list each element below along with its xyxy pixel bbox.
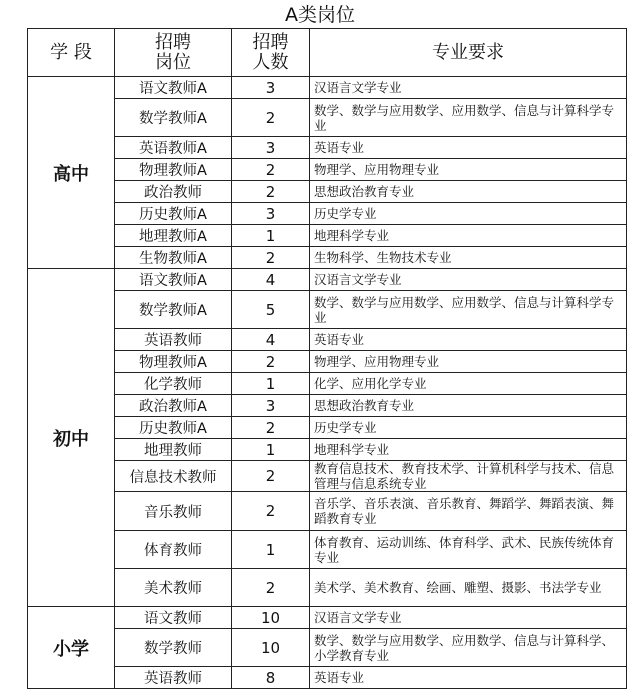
count-cell: 3 bbox=[232, 137, 310, 159]
table-row bbox=[28, 351, 627, 373]
post-cell: 音乐教师 bbox=[115, 492, 232, 531]
post-cell: 信息技术教师 bbox=[115, 461, 232, 492]
stage-cell: 小学 bbox=[28, 607, 115, 689]
header-count: 招聘 人数 bbox=[232, 29, 310, 77]
post-cell: 政治教师 bbox=[115, 181, 232, 203]
table-row bbox=[28, 247, 627, 269]
table-row bbox=[28, 329, 627, 351]
count-cell: 2 bbox=[232, 569, 310, 607]
table-row bbox=[28, 531, 627, 569]
requirement-cell: 教育信息技术、教育技术学、计算机科学与技术、信息管理与信息系统专业 bbox=[310, 461, 627, 492]
table-row bbox=[28, 439, 627, 461]
count-cell: 10 bbox=[232, 629, 310, 667]
count-cell: 2 bbox=[232, 417, 310, 439]
count-cell: 2 bbox=[232, 351, 310, 373]
table-row bbox=[28, 291, 627, 329]
post-cell: 英语教师A bbox=[115, 137, 232, 159]
count-cell: 1 bbox=[232, 373, 310, 395]
post-cell: 英语教师 bbox=[115, 667, 232, 689]
post-cell: 英语教师 bbox=[115, 329, 232, 351]
table-row bbox=[28, 569, 627, 607]
requirement-cell: 英语专业 bbox=[310, 667, 627, 689]
header-requirement: 专业要求 bbox=[310, 29, 627, 77]
requirement-cell: 数学、数学与应用数学、应用数学、信息与计算科学专业 bbox=[310, 99, 627, 137]
post-cell: 语文教师 bbox=[115, 607, 232, 629]
count-cell: 2 bbox=[232, 492, 310, 531]
table-row bbox=[28, 203, 627, 225]
post-cell: 美术教师 bbox=[115, 569, 232, 607]
table-row bbox=[28, 417, 627, 439]
table-row bbox=[28, 225, 627, 247]
table-row bbox=[28, 99, 627, 137]
post-cell: 体育教师 bbox=[115, 531, 232, 569]
table-row bbox=[28, 492, 627, 531]
post-cell: 语文教师A bbox=[115, 269, 232, 291]
requirement-cell: 思想政治教育专业 bbox=[310, 395, 627, 417]
count-cell: 2 bbox=[232, 159, 310, 181]
requirement-cell: 历史学专业 bbox=[310, 417, 627, 439]
table-row bbox=[28, 181, 627, 203]
requirement-cell: 物理学、应用物理专业 bbox=[310, 159, 627, 181]
count-cell: 1 bbox=[232, 225, 310, 247]
requirement-cell: 汉语言文学专业 bbox=[310, 77, 627, 99]
requirement-cell: 物理学、应用物理专业 bbox=[310, 351, 627, 373]
requirement-cell: 英语专业 bbox=[310, 329, 627, 351]
count-cell: 4 bbox=[232, 329, 310, 351]
table-row bbox=[28, 373, 627, 395]
table-row bbox=[28, 77, 627, 99]
requirement-cell: 数学、数学与应用数学、应用数学、信息与计算科学专业 bbox=[310, 291, 627, 329]
post-cell: 化学教师 bbox=[115, 373, 232, 395]
requirement-cell: 历史学专业 bbox=[310, 203, 627, 225]
stage-cell: 高中 bbox=[28, 77, 115, 269]
header-row bbox=[28, 29, 627, 77]
count-cell: 1 bbox=[232, 439, 310, 461]
requirement-cell: 汉语言文学专业 bbox=[310, 269, 627, 291]
table-title: A类岗位 bbox=[285, 4, 355, 26]
count-cell: 3 bbox=[232, 77, 310, 99]
requirement-cell: 体育教育、运动训练、体育科学、武术、民族传统体育专业 bbox=[310, 531, 627, 569]
requirement-cell: 数学、数学与应用数学、应用数学、信息与计算科学、小学教育专业 bbox=[310, 629, 627, 667]
count-cell: 2 bbox=[232, 99, 310, 137]
count-cell: 2 bbox=[232, 461, 310, 492]
requirement-cell: 生物科学、生物技术专业 bbox=[310, 247, 627, 269]
count-cell: 3 bbox=[232, 203, 310, 225]
post-cell: 地理教师A bbox=[115, 225, 232, 247]
requirement-cell: 音乐学、音乐表演、音乐教育、舞蹈学、舞蹈表演、舞蹈教育专业 bbox=[310, 492, 627, 531]
post-cell: 数学教师 bbox=[115, 629, 232, 667]
table-row bbox=[28, 607, 627, 629]
table-row bbox=[28, 395, 627, 417]
post-cell: 数学教师A bbox=[115, 291, 232, 329]
post-cell: 历史教师A bbox=[115, 203, 232, 225]
requirement-cell: 汉语言文学专业 bbox=[310, 607, 627, 629]
requirement-cell: 化学、应用化学专业 bbox=[310, 373, 627, 395]
header-stage: 学 段 bbox=[28, 29, 115, 77]
post-cell: 生物教师A bbox=[115, 247, 232, 269]
post-cell: 数学教师A bbox=[115, 99, 232, 137]
table-row bbox=[28, 667, 627, 689]
requirement-cell: 英语专业 bbox=[310, 137, 627, 159]
post-cell: 物理教师A bbox=[115, 351, 232, 373]
count-cell: 2 bbox=[232, 247, 310, 269]
requirement-cell: 地理科学专业 bbox=[310, 439, 627, 461]
header-post: 招聘 岗位 bbox=[115, 29, 232, 77]
table-row bbox=[28, 159, 627, 181]
count-cell: 1 bbox=[232, 531, 310, 569]
count-cell: 3 bbox=[232, 395, 310, 417]
requirement-cell: 思想政治教育专业 bbox=[310, 181, 627, 203]
table-row bbox=[28, 461, 627, 492]
stage-cell: 初中 bbox=[28, 269, 115, 607]
requirement-cell: 地理科学专业 bbox=[310, 225, 627, 247]
post-cell: 语文教师A bbox=[115, 77, 232, 99]
count-cell: 2 bbox=[232, 181, 310, 203]
post-cell: 物理教师A bbox=[115, 159, 232, 181]
count-cell: 5 bbox=[232, 291, 310, 329]
table-body bbox=[28, 77, 627, 689]
table-row bbox=[28, 629, 627, 667]
count-cell: 10 bbox=[232, 607, 310, 629]
count-cell: 8 bbox=[232, 667, 310, 689]
count-cell: 4 bbox=[232, 269, 310, 291]
table-row bbox=[28, 137, 627, 159]
post-cell: 地理教师 bbox=[115, 439, 232, 461]
post-cell: 历史教师A bbox=[115, 417, 232, 439]
positions-table bbox=[27, 28, 627, 689]
post-cell: 政治教师A bbox=[115, 395, 232, 417]
table-row bbox=[28, 269, 627, 291]
requirement-cell: 美术学、美术教育、绘画、雕塑、摄影、书法学专业 bbox=[310, 569, 627, 607]
